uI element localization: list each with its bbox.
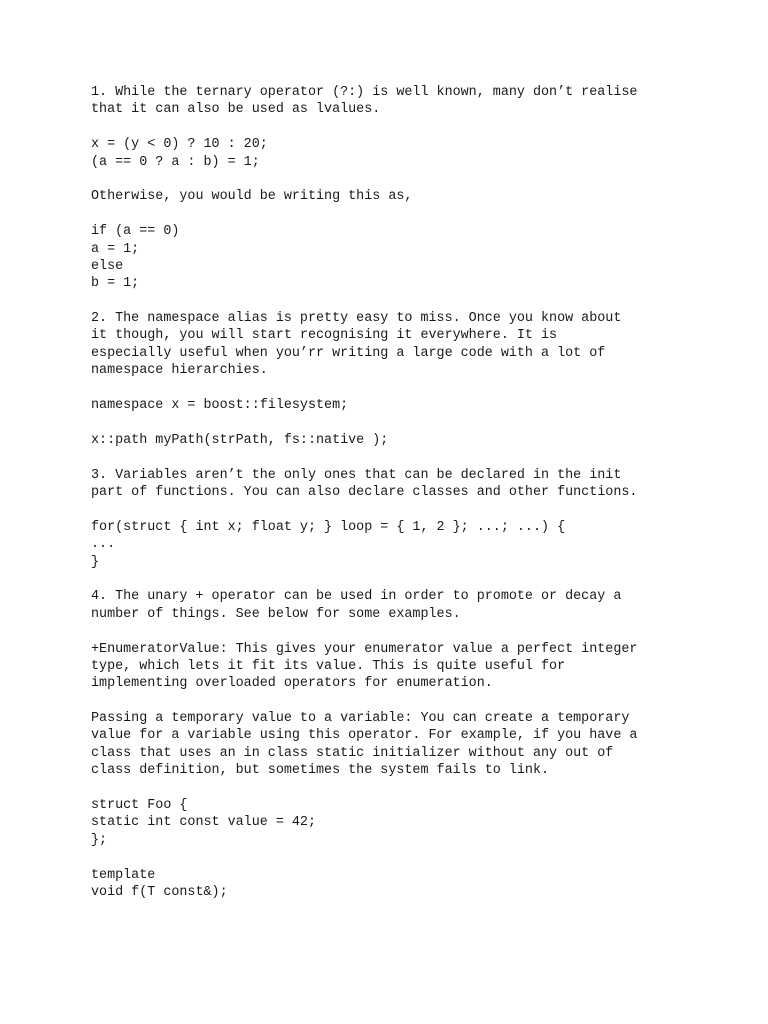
code-line: struct Foo { (91, 798, 188, 814)
code-if-else (91, 223, 711, 293)
code-line: x::path myPath(strPath, fs::native ); (91, 432, 389, 448)
text-line: implementing overloaded operators for enumeration. (91, 676, 493, 692)
code-line: }; (91, 832, 108, 848)
code-line: void f(T const&); (91, 884, 228, 900)
code-path-usage (91, 432, 711, 449)
code-line: x = (y < 0) ? 10 : 20; (91, 137, 268, 153)
text-line: namespace hierarchies. (91, 363, 268, 379)
text-line: especially useful when you’rr writing a large code with a lot of (91, 345, 606, 361)
para-otherwise (91, 188, 711, 205)
text-line: 1. While the ternary operator (?:) is well known, many don’t realise (91, 85, 638, 100)
code-line: (a == 0 ? a : b) = 1; (91, 154, 260, 170)
code-line: for(struct { int x; float y; } loop = { 1, 2 }; ...; ...) { (91, 519, 566, 535)
text-line: that it can also be used as lvalues. (91, 102, 381, 118)
text-line: class that uses an in class static initializer without any out of (91, 745, 614, 761)
code-line: template (91, 867, 156, 883)
code-line: static int const value = 42; (91, 815, 316, 831)
para-ternary-intro (91, 84, 711, 119)
code-line: } (91, 554, 100, 570)
code-line: a = 1; (91, 241, 140, 257)
text-line: part of functions. You can also declare classes and other functions. (91, 484, 638, 500)
code-line: if (a == 0) (91, 224, 180, 240)
para-unary-plus (91, 588, 711, 623)
text-line: number of things. See below for some examples. (91, 606, 461, 622)
text-line: 3. Variables aren’t the only ones that can be declared in the init (91, 467, 622, 483)
text-line: Passing a temporary value to a variable: You can create a temporary (91, 711, 630, 727)
text-line: type, which lets it fit its value. This is quite useful for (91, 658, 566, 674)
text-line: 2. The namespace alias is pretty easy to miss. Once you know about (91, 311, 622, 327)
para-namespace-alias (91, 310, 711, 380)
code-ternary-example (91, 136, 711, 171)
text-line: class definition, but sometimes the system fails to link. (91, 763, 550, 779)
code-line: b = 1; (91, 276, 140, 292)
text-line: +EnumeratorValue: This gives your enumerator value a perfect integer (91, 641, 638, 657)
code-namespace-decl (91, 397, 711, 414)
code-line: namespace x = boost::filesystem; (91, 398, 349, 414)
para-init-declarations (91, 467, 711, 502)
text-line: it though, you will start recognising it everywhere. It is (91, 328, 558, 344)
code-line: ... (91, 537, 116, 553)
text-line: 4. The unary + operator can be used in order to promote or decay a (91, 589, 622, 605)
para-temporary-value (91, 710, 711, 780)
code-struct-foo (91, 797, 711, 849)
document-page (91, 84, 711, 919)
text-line: Otherwise, you would be writing this as, (91, 189, 413, 205)
text-line: value for a variable using this operator. For example, if you have a (91, 728, 638, 744)
code-template (91, 867, 711, 902)
code-for-struct (91, 519, 711, 571)
code-line: else (91, 258, 124, 274)
para-enumerator-value (91, 641, 711, 693)
